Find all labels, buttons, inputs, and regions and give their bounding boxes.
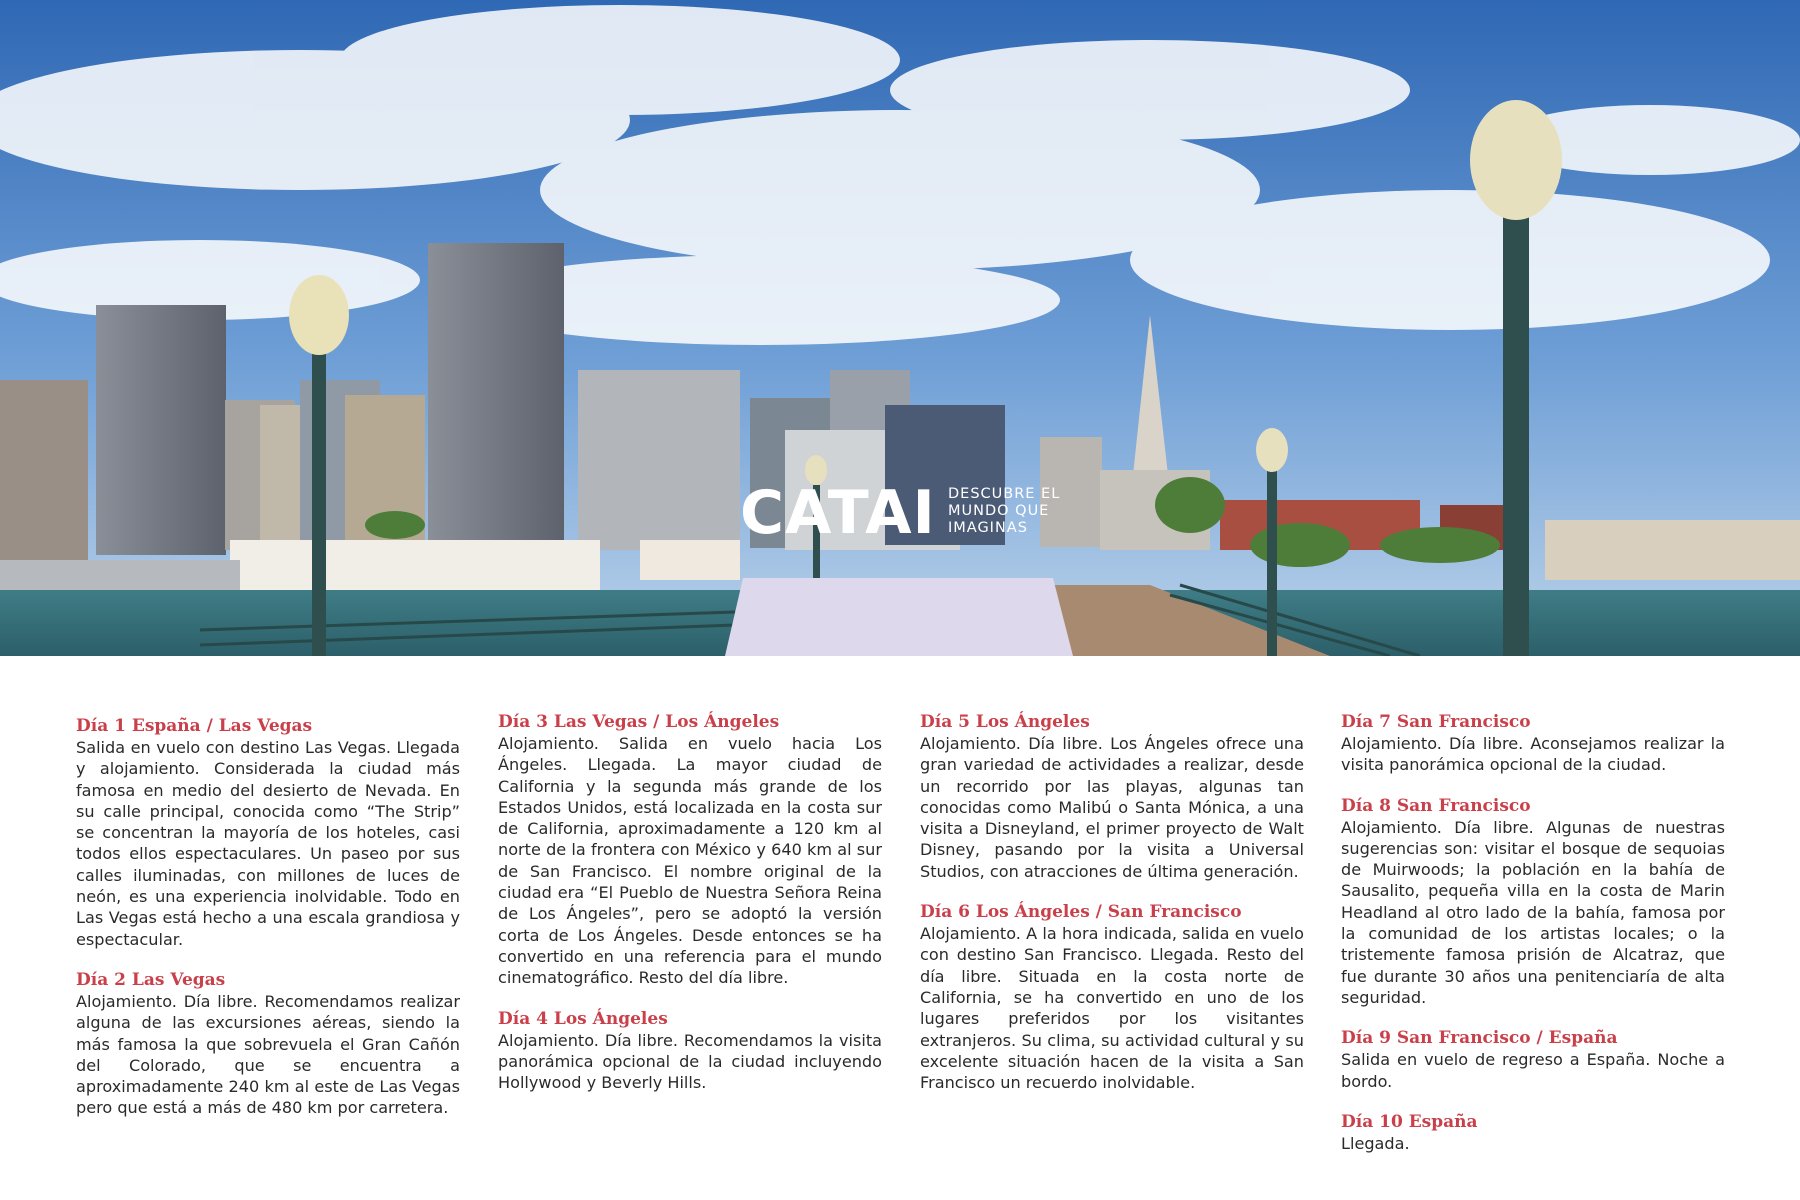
day-title: Día 3 Las Vegas / Los Ángeles (498, 712, 780, 732)
itinerary-column-3 (920, 712, 1304, 1113)
day-text: Alojamiento. Día libre. Recomendamos la visita panorámica opcional de la ciudad incluyendo Hollywood y Beverly Hills. (498, 1030, 882, 1093)
day-entry (76, 970, 460, 1119)
logo-wordmark: CATAI (740, 478, 936, 548)
itinerary (0, 700, 1800, 1160)
day-title: Día 7 San Francisco (1341, 712, 1531, 732)
day-entry (920, 712, 1304, 882)
day-title: Día 1 España / Las Vegas (76, 716, 313, 736)
day-text: Salida en vuelo con destino Las Vegas. Llegada y alojamiento. Considerada la ciudad más famosa en medio del desierto de Nevada. En su calle principal, conocida como “The Strip” se concentran la mayoría de los hoteles, casi todos ellos espectaculares. Un paseo por sus calles iluminadas, con millones de luces de neón, es una experiencia inolvidable. Todo en Las Vegas está hecho a una escala grandiosa y espectacular. (76, 738, 460, 949)
day-text: Alojamiento. Día libre. Los Ángeles ofrece una gran variedad de actividades a realizar, desde un recorrido por las playas, algunas tan conocidas como Malibú o Santa Mónica, a una visita a Disneyland, el primer proyecto de Walt Disney, pasando por la visita a Universal Studios, con atracciones de última generación. (920, 734, 1304, 881)
logo-tagline (948, 486, 1078, 537)
day-text: Alojamiento. Día libre. Aconsejamos realizar la visita panorámica opcional de la ciudad. (1341, 734, 1725, 775)
itinerary-column-2 (498, 712, 882, 1113)
itinerary-column-1 (76, 716, 460, 1139)
day-title: Día 8 San Francisco (1341, 795, 1531, 816)
itinerary-column-4 (1341, 712, 1725, 1174)
day-entry (498, 712, 882, 989)
day-entry (76, 716, 460, 950)
day-text: Salida en vuelo de regreso a España. Noche a bordo. (1341, 1050, 1725, 1091)
day-title: Día 10 España (1341, 1111, 1478, 1132)
tagline-line-2: MUNDO QUE (948, 503, 1050, 519)
day-text: Alojamiento. A la hora indicada, salida en vuelo con destino San Francisco. Llegada. Resto del día libre. Situada en la costa norte de California, se ha convertido en uno de los lugares preferidos por los visitantes extranjeros. Su clima, su actividad cultural y su excelente situación hacen de la visita a San Francisco un recuerdo inolvidable. (920, 924, 1304, 1093)
day-text: Alojamiento. Día libre. Recomendamos realizar alguna de las excursiones aéreas, siendo la más famosa la que sobrevuela el Gran Cañón del Colorado, que se encuentra a aproximadamente 240 km al este de Las Vegas pero que está a más de 480 km por carretera. (76, 991, 460, 1118)
tagline-line-1: DESCUBRE EL (948, 486, 1061, 502)
day-entry (1341, 1028, 1725, 1092)
day-text: Alojamiento. Día libre. Algunas de nuestras sugerencias son: visitar el bosque de sequoias de Muirwoods; la población en la bahía de Sausalito, pequeña villa en la costa de Marin Headland al otro lado de la bahía, famosa por la comunidad de los artistas locales; o la tristemente famosa prisión de Alcatraz, que fue durante 30 años una penitenciaría de alta seguridad. (1341, 817, 1725, 1007)
day-text: Llegada. (1341, 1133, 1410, 1153)
day-entry (1341, 1112, 1725, 1154)
day-title: Día 5 Los Ángeles (920, 712, 1090, 732)
day-entry (1341, 712, 1725, 776)
day-title: Día 4 Los Ángeles (498, 1008, 668, 1029)
day-entry (498, 1009, 882, 1094)
day-title: Día 2 Las Vegas (76, 969, 226, 990)
day-text: Alojamiento. Salida en vuelo hacia Los Ángeles. Llegada. La mayor ciudad de California y la segunda más grande de los Estados Unidos, está localizada en la costa sur de California, aproximadamente a 120 km al norte de la frontera con México y 640 km al sur de San Francisco. El nombre original de la ciudad era “El Pueblo de Nuestra Señora Reina de Los Ángeles”, pero se adoptó la versión corta de Los Ángeles. Desde entonces se ha convertido en una referencia para el mundo cinematográfico. Resto del día libre. (498, 734, 882, 988)
day-title: Día 6 Los Ángeles / San Francisco (920, 902, 1242, 923)
day-entry (1341, 796, 1725, 1009)
day-title: Día 9 San Francisco / España (1341, 1028, 1618, 1049)
catai-logo (740, 478, 1070, 548)
tagline-line-3: IMAGINAS (948, 520, 1028, 536)
day-entry (920, 902, 1304, 1093)
accent-block (725, 578, 1073, 656)
